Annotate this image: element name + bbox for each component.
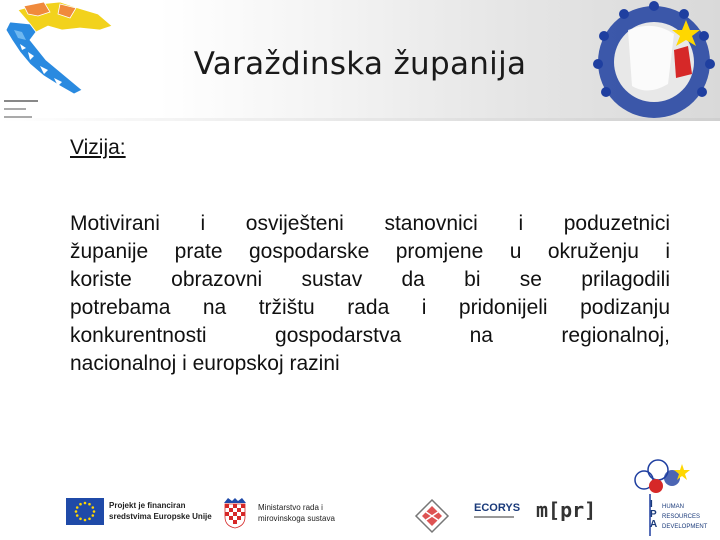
ministry-text [258, 502, 335, 524]
ministry-line: Ministarstvo rada i [258, 503, 323, 512]
paragraph-line: županije prate gospodarske promjene u okruženju i [70, 240, 670, 263]
footer-logos [0, 488, 720, 540]
ipa-word: RESOURCES [662, 514, 701, 520]
croatian-coat-of-arms-icon [222, 497, 248, 529]
ecorys-logo: ECORYS [474, 502, 521, 514]
vision-paragraph [70, 210, 670, 378]
paragraph-line: nacionalnoj i europskoj razini [70, 352, 340, 375]
paragraph-line: koriste obrazovni sustav da bi se prilagodili [70, 268, 670, 291]
people-circle-emblem-icon [588, 0, 720, 120]
paragraph-line: potrebama na tržištu rada i pridonijeli podizanju [70, 296, 670, 319]
county-coat-of-arms-icon [412, 498, 452, 534]
vision-heading: Vizija: [70, 136, 126, 159]
ministry-line: mirovinskoga sustava [258, 514, 335, 523]
ipa-letter: A [650, 519, 658, 530]
paragraph-line: Motivirani i osviješteni stanovnici i poduzetnici [70, 212, 670, 235]
ipa-word: HUMAN [662, 504, 684, 510]
eu-flag-icon [66, 498, 104, 525]
ipa-words [662, 502, 707, 532]
eu-funding-text [109, 500, 212, 522]
map-caption-decoration [4, 98, 64, 118]
ipa-letter: I [650, 499, 653, 510]
croatia-map-icon [0, 0, 125, 96]
paragraph-line: konkurentnosti gospodarstva na regionalnoj, [70, 324, 670, 347]
eu-funding-line: Projekt je financiran [109, 501, 186, 510]
ipa-letter: P [650, 509, 657, 520]
mpr-logo: m[pr] [536, 498, 597, 522]
ipa-word: DEVELOPMENT [662, 524, 708, 530]
ipa-letters [650, 500, 657, 530]
page-title: Varaždinska županija [193, 46, 527, 82]
ecorys-underline-decoration [474, 516, 514, 518]
eu-funding-line: sredstvima Europske Unije [109, 512, 212, 521]
